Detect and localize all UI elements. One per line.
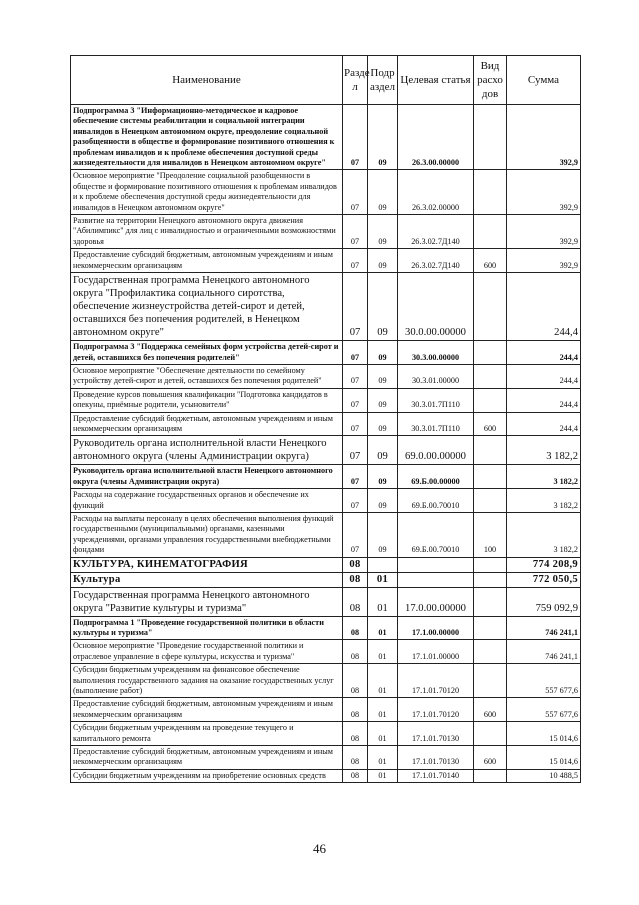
row-target: 30.3.01.00000 <box>398 364 474 388</box>
table-row <box>71 722 581 746</box>
row-subsection: 09 <box>368 273 398 341</box>
row-expense-type <box>474 722 507 746</box>
row-target: 26.3.02.00000 <box>398 170 474 215</box>
table-row <box>71 587 581 616</box>
row-name: Расходы на содержание государственных органов и обеспечение их функций <box>71 489 343 513</box>
row-section: 07 <box>343 341 368 365</box>
row-sum: 15 014,6 <box>507 746 581 770</box>
row-sum: 392,9 <box>507 215 581 249</box>
row-section: 08 <box>343 616 368 640</box>
row-expense-type <box>474 489 507 513</box>
row-expense-type: 600 <box>474 412 507 436</box>
row-name: Проведение курсов повышения квалификации "Подготовка кандидатов в опекуны, приёмные родители, усыновители" <box>71 388 343 412</box>
row-expense-type <box>474 572 507 587</box>
row-target: 69.Б.00.70010 <box>398 512 474 557</box>
table-row <box>71 512 581 557</box>
row-target: 30.3.01.7П110 <box>398 388 474 412</box>
row-section: 07 <box>343 436 368 465</box>
row-target: 17.1.01.70130 <box>398 746 474 770</box>
row-name: Государственная программа Ненецкого автономного округа "Развитие культуры и туризма" <box>71 587 343 616</box>
row-sum: 244,4 <box>507 412 581 436</box>
row-subsection: 09 <box>368 512 398 557</box>
table-row <box>71 105 581 170</box>
row-expense-type <box>474 465 507 489</box>
table-row <box>71 557 581 572</box>
row-sum: 15 014,6 <box>507 722 581 746</box>
row-sum: 392,9 <box>507 249 581 273</box>
header-target: Целевая статья <box>398 56 474 105</box>
row-expense-type <box>474 273 507 341</box>
row-expense-type: 600 <box>474 698 507 722</box>
row-sum: 3 182,2 <box>507 489 581 513</box>
row-section: 07 <box>343 170 368 215</box>
table-row <box>71 640 581 664</box>
row-expense-type <box>474 364 507 388</box>
row-target: 26.3.02.7Д140 <box>398 249 474 273</box>
row-target: 30.3.00.00000 <box>398 341 474 365</box>
row-subsection: 09 <box>368 170 398 215</box>
row-name: Предоставление субсидий бюджетным, автономным учреждениям и иным некоммерческим организациям <box>71 412 343 436</box>
row-expense-type <box>474 640 507 664</box>
row-expense-type <box>474 388 507 412</box>
header-subsection: Подр аздел <box>368 56 398 105</box>
table-row <box>71 664 581 698</box>
row-sum: 244,4 <box>507 388 581 412</box>
row-section: 07 <box>343 465 368 489</box>
row-expense-type: 600 <box>474 249 507 273</box>
row-section: 07 <box>343 215 368 249</box>
row-section: 07 <box>343 105 368 170</box>
row-name: Предоставление субсидий бюджетным, автономным учреждениям и иным некоммерческим организациям <box>71 746 343 770</box>
row-name: Подпрограмма 3 "Информационно-методическое и кадровое обеспечение системы реабилитации и социальной интеграции инвалидов в Ненецком автономном округе, преодоление социальной разобщенности в обществе и формирование позитивного отношения к проблемам инвалидов и к проблеме обеспечения доступной среды жизнедеятельности для инвалидов в Ненецком автономном округе" <box>71 105 343 170</box>
row-name: Субсидии бюджетным учреждениям на проведение текущего и капитального ремонта <box>71 722 343 746</box>
row-name: Культура <box>71 572 343 587</box>
row-expense-type <box>474 341 507 365</box>
table-row <box>71 746 581 770</box>
row-target: 26.3.00.00000 <box>398 105 474 170</box>
table-row <box>71 249 581 273</box>
table-header-row <box>71 56 581 105</box>
table-row <box>71 616 581 640</box>
row-sum: 10 488,5 <box>507 769 581 782</box>
row-sum: 244,4 <box>507 364 581 388</box>
row-sum: 3 182,2 <box>507 436 581 465</box>
row-name: Развитие на территории Ненецкого автономного округа движения "Абилимпикс" для лиц с инвалидностью и ограниченными возможностями здоровья <box>71 215 343 249</box>
table-row <box>71 412 581 436</box>
row-section: 07 <box>343 249 368 273</box>
table-row <box>71 489 581 513</box>
row-target: 69.Б.00.00000 <box>398 465 474 489</box>
row-subsection: 01 <box>368 698 398 722</box>
row-sum: 774 208,9 <box>507 557 581 572</box>
table-row <box>71 364 581 388</box>
header-expense-type: Вид расхо дов <box>474 56 507 105</box>
row-name: КУЛЬТУРА, КИНЕМАТОГРАФИЯ <box>71 557 343 572</box>
row-section: 08 <box>343 722 368 746</box>
row-subsection: 01 <box>368 572 398 587</box>
table-row <box>71 769 581 782</box>
row-expense-type <box>474 436 507 465</box>
row-section: 07 <box>343 388 368 412</box>
table-row <box>71 698 581 722</box>
row-section: 08 <box>343 640 368 664</box>
row-subsection <box>368 557 398 572</box>
row-expense-type <box>474 170 507 215</box>
row-target: 17.1.01.70120 <box>398 698 474 722</box>
row-subsection: 09 <box>368 364 398 388</box>
row-section: 07 <box>343 273 368 341</box>
row-target: 17.1.01.70140 <box>398 769 474 782</box>
budget-table <box>70 55 581 783</box>
row-subsection: 01 <box>368 616 398 640</box>
row-sum: 3 182,2 <box>507 512 581 557</box>
row-target: 17.1.01.70130 <box>398 722 474 746</box>
row-subsection: 09 <box>368 105 398 170</box>
row-subsection: 09 <box>368 412 398 436</box>
row-target: 30.3.01.7П110 <box>398 412 474 436</box>
row-section: 07 <box>343 364 368 388</box>
row-subsection: 09 <box>368 215 398 249</box>
row-target: 30.0.00.00000 <box>398 273 474 341</box>
row-name: Предоставление субсидий бюджетным, автономным учреждениям и иным некоммерческим организациям <box>71 249 343 273</box>
row-section: 07 <box>343 412 368 436</box>
row-subsection: 09 <box>368 489 398 513</box>
row-section: 08 <box>343 664 368 698</box>
row-name: Субсидии бюджетным учреждениям на приобретение основных средств <box>71 769 343 782</box>
table-row <box>71 273 581 341</box>
row-subsection: 09 <box>368 436 398 465</box>
row-name: Основное мероприятие "Проведение государственной политики и отраслевое управление в сфере культуры, искусства и туризма" <box>71 640 343 664</box>
header-section: Разде л <box>343 56 368 105</box>
row-target: 69.Б.00.70010 <box>398 489 474 513</box>
row-sum: 557 677,6 <box>507 664 581 698</box>
page-number: 46 <box>313 841 326 856</box>
header-name: Наименование <box>71 56 343 105</box>
table-row <box>71 388 581 412</box>
row-expense-type: 100 <box>474 512 507 557</box>
row-sum: 557 677,6 <box>507 698 581 722</box>
row-section: 08 <box>343 557 368 572</box>
row-expense-type: 600 <box>474 746 507 770</box>
row-target: 17.0.00.00000 <box>398 587 474 616</box>
row-name: Государственная программа Ненецкого автономного округа "Профилактика социального сиротства, обеспечение жизнеустройства детей-сирот и детей, оставшихся без попечения родителей, в Ненецком автономном округе" <box>71 273 343 341</box>
row-section: 07 <box>343 512 368 557</box>
row-subsection: 09 <box>368 388 398 412</box>
row-subsection: 01 <box>368 587 398 616</box>
row-name: Субсидии бюджетным учреждениям на финансовое обеспечение выполнения государственного задания на оказание государственных услуг (выполнение работ) <box>71 664 343 698</box>
row-subsection: 01 <box>368 769 398 782</box>
row-target: 17.1.01.00000 <box>398 640 474 664</box>
row-sum: 772 050,5 <box>507 572 581 587</box>
row-section: 08 <box>343 746 368 770</box>
row-name: Подпрограмма 3 "Поддержка семейных форм устройства детей-сирот и детей, оставшихся без попечения родителей" <box>71 341 343 365</box>
row-target: 17.1.01.70120 <box>398 664 474 698</box>
row-expense-type <box>474 105 507 170</box>
row-section: 08 <box>343 769 368 782</box>
table-body <box>71 105 581 783</box>
row-expense-type <box>474 664 507 698</box>
row-subsection: 01 <box>368 640 398 664</box>
row-subsection: 09 <box>368 341 398 365</box>
row-expense-type <box>474 557 507 572</box>
row-expense-type <box>474 616 507 640</box>
row-sum: 746 241,1 <box>507 616 581 640</box>
table-row <box>71 341 581 365</box>
row-sum: 244,4 <box>507 341 581 365</box>
row-subsection: 09 <box>368 465 398 489</box>
row-sum: 746 241,1 <box>507 640 581 664</box>
row-subsection: 01 <box>368 722 398 746</box>
table-row <box>71 170 581 215</box>
row-section: 08 <box>343 698 368 722</box>
table-row <box>71 215 581 249</box>
row-name: Руководитель органа исполнительной власти Ненецкого автономного округа (члены Администрации округа) <box>71 465 343 489</box>
row-section: 08 <box>343 572 368 587</box>
row-expense-type <box>474 215 507 249</box>
row-subsection: 09 <box>368 249 398 273</box>
header-sum: Сумма <box>507 56 581 105</box>
row-target <box>398 572 474 587</box>
row-name: Расходы на выплаты персоналу в целях обеспечения выполнения функций государственными (муниципальными) органами, казенными учреждениями, органами управления государственными внебюджетными фондами <box>71 512 343 557</box>
row-subsection: 01 <box>368 664 398 698</box>
table-row <box>71 572 581 587</box>
row-target: 26.3.02.7Д140 <box>398 215 474 249</box>
row-name: Предоставление субсидий бюджетным, автономным учреждениям и иным некоммерческим организациям <box>71 698 343 722</box>
row-target <box>398 557 474 572</box>
row-sum: 244,4 <box>507 273 581 341</box>
row-subsection: 01 <box>368 746 398 770</box>
row-expense-type <box>474 769 507 782</box>
row-name: Основное мероприятие "Преодоление социальной разобщенности в обществе и формирование позитивного отношения к проблемам инвалидов и к проблеме обеспечения доступной среды жизнедеятельности для инвалидов в Ненецком автономном округе" <box>71 170 343 215</box>
row-name: Основное мероприятие "Обеспечение деятельности по семейному устройству детей-сирот и детей, оставшихся без попечения родителей" <box>71 364 343 388</box>
row-expense-type <box>474 587 507 616</box>
row-section: 08 <box>343 587 368 616</box>
row-sum: 392,9 <box>507 105 581 170</box>
row-section: 07 <box>343 489 368 513</box>
row-target: 17.1.00.00000 <box>398 616 474 640</box>
row-target: 69.0.00.00000 <box>398 436 474 465</box>
table-row <box>71 465 581 489</box>
table-row <box>71 436 581 465</box>
row-sum: 392,9 <box>507 170 581 215</box>
row-name: Руководитель органа исполнительной власти Ненецкого автономного округа (члены Администрации округа) <box>71 436 343 465</box>
row-sum: 759 092,9 <box>507 587 581 616</box>
row-sum: 3 182,2 <box>507 465 581 489</box>
row-name: Подпрограмма 1 "Проведение государственной политики в области культуры и туризма" <box>71 616 343 640</box>
